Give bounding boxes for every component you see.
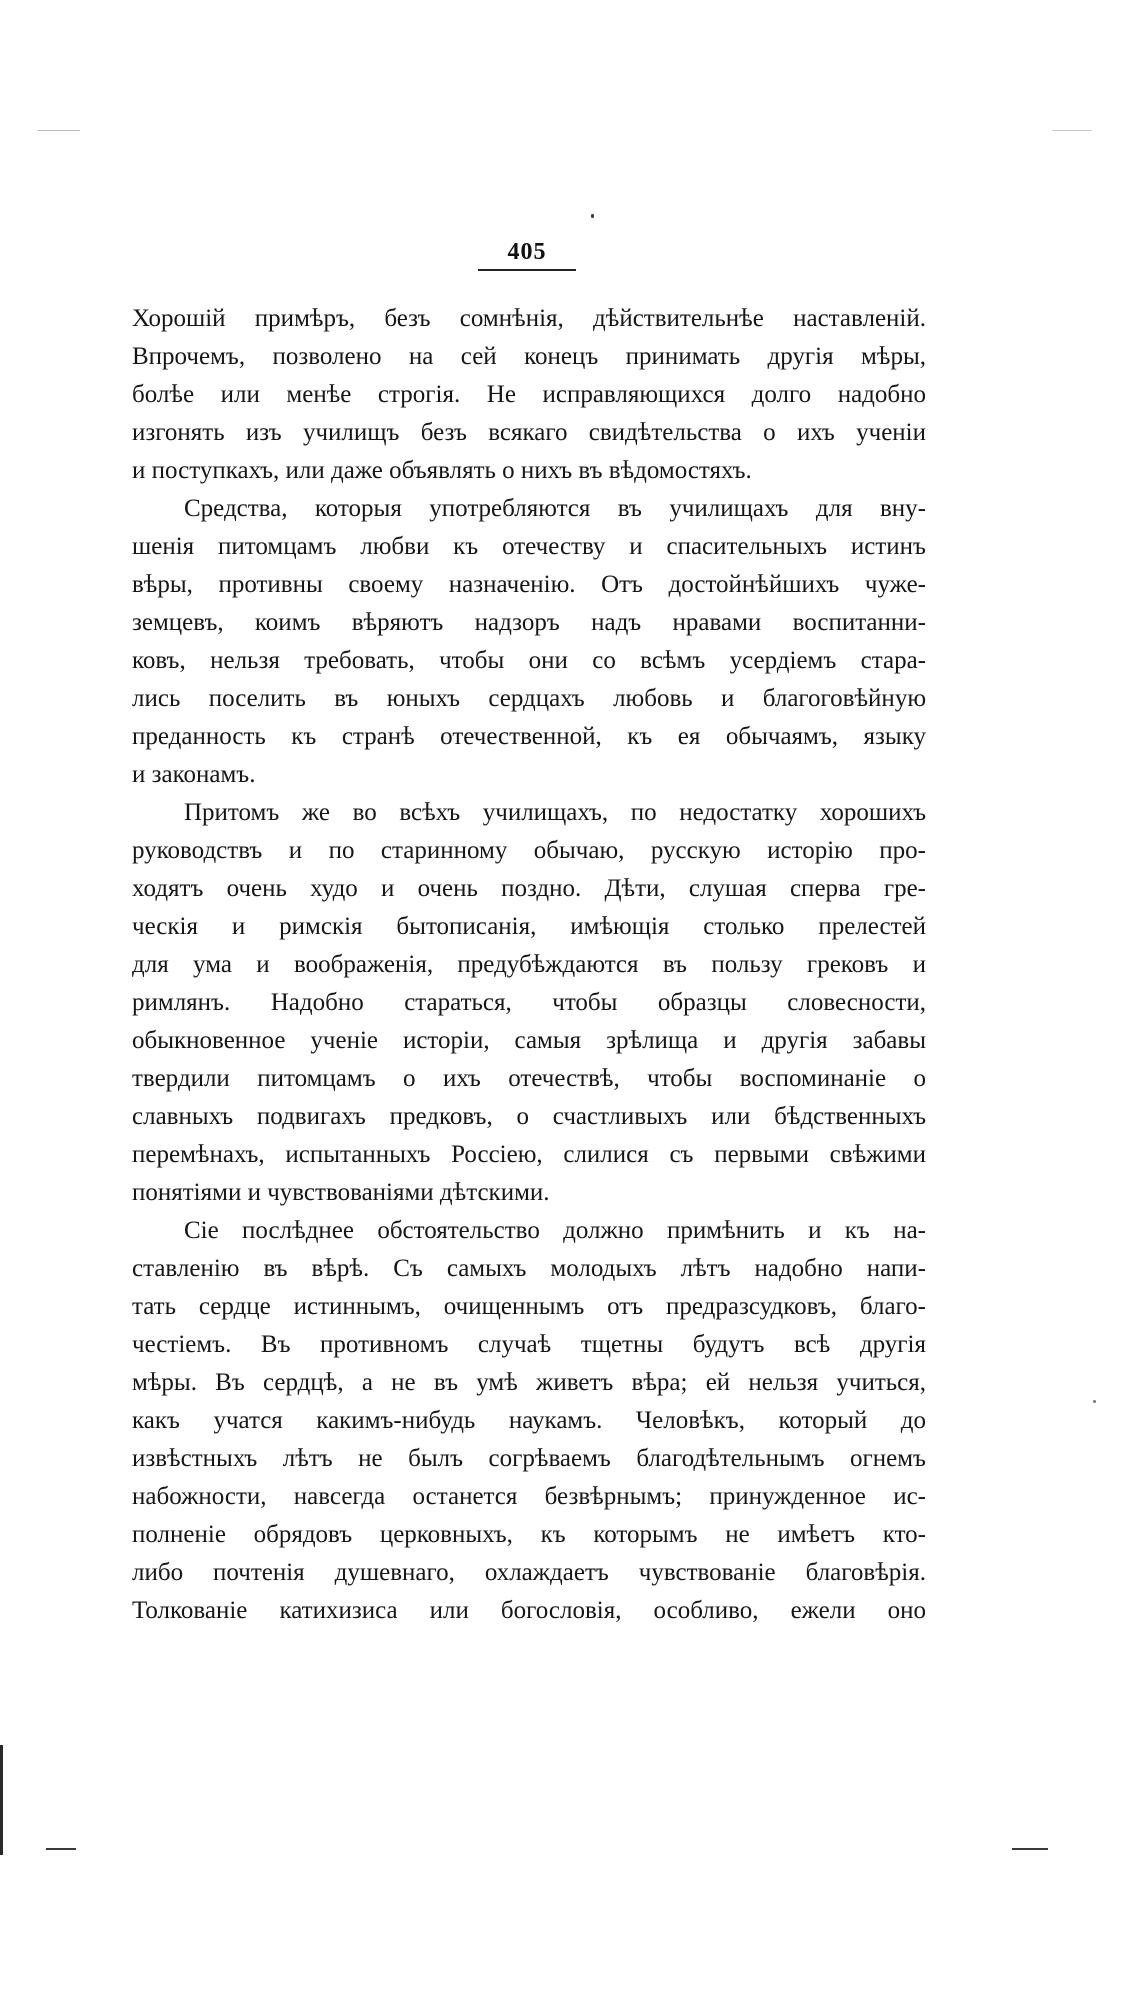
paragraph xyxy=(132,1212,926,1630)
text-line: шенія питомцамъ любви къ отечеству и спасительныхъ истинъ xyxy=(132,533,926,560)
text-line: ковъ, нельзя требовать, чтобы они со всѣмъ усердіемъ стара- xyxy=(132,647,926,674)
text-line: честіемъ. Въ противномъ случаѣ тщетны будутъ всѣ другія xyxy=(132,1331,926,1358)
text-line: и поступкахъ, или даже объявлять о нихъ въ вѣдомостяхъ. xyxy=(132,457,752,484)
scan-artifact-dot xyxy=(591,214,594,218)
scan-artifact-dot-right xyxy=(1093,1400,1096,1403)
page-number-rule xyxy=(478,269,576,271)
scan-artifact-edge xyxy=(0,1745,3,1855)
text-line: вѣры, противны своему назначенію. Отъ достойнѣйшихъ чуже- xyxy=(132,571,926,598)
text-line: понятіями и чувствованіями дѣтскими. xyxy=(132,1179,550,1206)
text-line: обыкновенное ученіе исторіи, самыя зрѣлища и другія забавы xyxy=(132,1027,926,1054)
paragraph xyxy=(132,300,926,490)
text-line: лись поселить въ юныхъ сердцахъ любовь и благоговѣйную xyxy=(132,685,926,712)
paragraph xyxy=(132,794,926,1212)
page-number: 405 xyxy=(507,239,547,265)
text-line: Хорошій примѣръ, безъ сомнѣнія, дѣйствительнѣе наставленій. xyxy=(132,305,926,332)
text-line: полненіе обрядовъ церковныхъ, къ которымъ не имѣетъ кто- xyxy=(132,1521,926,1548)
paragraph xyxy=(132,490,926,794)
text-line: мѣры. Въ сердцѣ, а не въ умѣ живетъ вѣра; ей нельзя учиться, xyxy=(132,1369,926,1396)
scan-artifact-bottom-left xyxy=(46,1848,76,1850)
text-line: либо почтенія душевнаго, охлаждаетъ чувствованіе благовѣрія. xyxy=(132,1559,926,1586)
text-line: римлянъ. Надобно стараться, чтобы образцы словесности, xyxy=(132,989,926,1016)
text-line: преданность къ странѣ отечественной, къ ея обычаямъ, языку xyxy=(132,723,926,750)
text-line: твердили питомцамъ о ихъ отечествѣ, чтобы воспоминаніе о xyxy=(132,1065,926,1092)
text-line: перемѣнахъ, испытанныхъ Россіею, слилися съ первыми свѣжими xyxy=(132,1141,926,1168)
text-line: ставленію въ вѣрѣ. Съ самыхъ молодыхъ лѣтъ надобно напи- xyxy=(132,1255,926,1282)
text-line: Притомъ же во всѣхъ училищахъ, по недостатку хорошихъ xyxy=(184,799,926,826)
body-text xyxy=(132,300,926,1630)
text-line: Сіе послѣднее обстоятельство должно примѣнить и къ на- xyxy=(184,1217,926,1244)
text-line: тать сердце истиннымъ, очищеннымъ отъ предразсудковъ, благо- xyxy=(132,1293,926,1320)
scan-artifact-top-right xyxy=(1052,130,1092,131)
text-line: болѣе или менѣе строгія. Не исправляющихся долго надобно xyxy=(132,381,926,408)
text-line: руководствъ и по старинному обычаю, русскую исторію про- xyxy=(132,837,926,864)
text-line: Средства, которыя употребляются въ училищахъ для вну- xyxy=(184,495,926,522)
text-line: ходятъ очень худо и очень поздно. Дѣти, слушая сперва гре- xyxy=(132,875,926,902)
text-line: Толкованіе катихизиса или богословія, особливо, ежели оно xyxy=(132,1597,926,1624)
text-line: изгонять изъ училищъ безъ всякаго свидѣтельства о ихъ ученіи xyxy=(132,419,926,446)
scan-artifact-top-left xyxy=(38,130,80,131)
text-line: ческія и римскія бытописанія, имѣющія столько прелестей xyxy=(132,913,926,940)
text-line: земцевъ, коимъ вѣряютъ надзоръ надъ нравами воспитанни- xyxy=(132,609,926,636)
text-line: славныхъ подвигахъ предковъ, о счастливыхъ или бѣдственныхъ xyxy=(132,1103,926,1130)
text-line: и законамъ. xyxy=(132,761,256,788)
text-line: какъ учатся какимъ-нибудь наукамъ. Человѣкъ, который до xyxy=(132,1407,926,1434)
text-line: извѣстныхъ лѣтъ не былъ согрѣваемъ благодѣтельнымъ огнемъ xyxy=(132,1445,926,1472)
text-line: для ума и воображенія, предубѣждаются въ пользу грековъ и xyxy=(132,951,926,978)
scan-artifact-bottom-right xyxy=(1012,1848,1048,1850)
text-line: Впрочемъ, позволено на сей конецъ принимать другія мѣры, xyxy=(132,343,926,370)
text-line: набожности, навсегда останется безвѣрнымъ; принужденное ис- xyxy=(132,1483,926,1510)
